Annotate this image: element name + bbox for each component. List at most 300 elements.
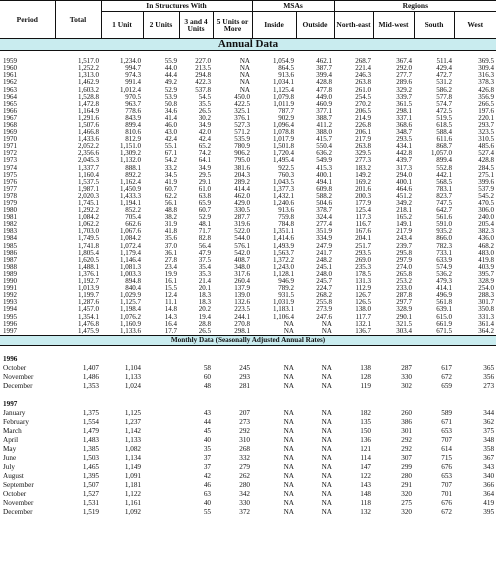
value-cell: NA bbox=[283, 498, 294, 507]
value-cell: 795.0 bbox=[234, 157, 250, 165]
value-cell: 2,356.6 bbox=[78, 150, 99, 158]
value-cell: 297.7 bbox=[396, 299, 412, 307]
value-cell: 1,462.9 bbox=[78, 79, 99, 87]
value-cell: 1,160.4 bbox=[78, 171, 99, 179]
value-cell: 290.1 bbox=[396, 313, 412, 321]
value-cell: 247.6 bbox=[316, 313, 332, 321]
value-cell: 41.4 bbox=[164, 114, 177, 122]
value-cell: 331.3 bbox=[478, 313, 495, 321]
value-cell: 122 bbox=[360, 471, 371, 480]
value-cell: 361.5 bbox=[396, 100, 412, 108]
value-cell: 1,029.9 bbox=[120, 292, 141, 300]
value-cell: 1,475.9 bbox=[78, 327, 99, 335]
five-plus-units-header: 5 Units or More bbox=[213, 12, 252, 39]
value-cell: 1,243.0 bbox=[273, 263, 294, 271]
value-cell: NA bbox=[321, 327, 332, 335]
value-cell: 378.7 bbox=[316, 207, 332, 215]
table-row bbox=[0, 264, 496, 271]
value-cell: 28.8 bbox=[198, 320, 211, 328]
value-cell: 715 bbox=[441, 453, 452, 462]
value-cell: 464.6 bbox=[396, 185, 412, 193]
period-cell: 1963 bbox=[3, 86, 17, 94]
value-cell: 1,234.0 bbox=[120, 58, 141, 66]
period-cell: 1994 bbox=[3, 306, 17, 314]
value-cell: 618.5 bbox=[436, 121, 452, 129]
value-cell: 1,011.9 bbox=[273, 100, 294, 108]
value-cell bbox=[143, 490, 179, 499]
table-row bbox=[0, 150, 496, 157]
value-cell: 60.7 bbox=[198, 207, 211, 215]
value-cell: 1,450.9 bbox=[120, 185, 141, 193]
period-cell: May bbox=[3, 444, 17, 453]
value-cell: 19.4 bbox=[198, 313, 211, 321]
period-cell: 1975 bbox=[3, 171, 17, 179]
value-cell: 131.3 bbox=[355, 278, 371, 286]
table-row bbox=[0, 186, 496, 193]
value-cell: 343 bbox=[483, 462, 495, 471]
value-cell: 248.0 bbox=[316, 270, 332, 278]
value-cell: 295.8 bbox=[396, 249, 412, 257]
value-cell: 633.9 bbox=[436, 256, 452, 264]
value-cell: 213.5 bbox=[195, 65, 211, 73]
value-cell: 400.1 bbox=[316, 171, 332, 179]
value-cell: 1,081.3 bbox=[120, 263, 141, 271]
value-cell: 16.1 bbox=[164, 278, 177, 286]
value-cell: 23.4 bbox=[164, 263, 177, 271]
table-row bbox=[0, 200, 496, 207]
value-cell: 931.5 bbox=[278, 292, 294, 300]
value-cell: 35 bbox=[203, 444, 211, 453]
value-cell: 783.1 bbox=[436, 185, 452, 193]
value-cell: 701 bbox=[441, 489, 452, 498]
value-cell: NA bbox=[321, 417, 332, 426]
value-cell: 549.9 bbox=[316, 157, 332, 165]
value-cell: 241.7 bbox=[316, 249, 332, 257]
table-header bbox=[0, 1, 496, 39]
value-cell: 382.3 bbox=[478, 228, 495, 236]
value-cell: 292 bbox=[239, 426, 250, 435]
value-cell: 994.7 bbox=[125, 65, 141, 73]
value-cell: 1,507 bbox=[82, 480, 99, 489]
value-cell: 415.7 bbox=[316, 136, 332, 144]
value-cell: 38.2 bbox=[164, 214, 177, 222]
value-cell: 143 bbox=[360, 480, 371, 489]
value-cell bbox=[143, 481, 179, 490]
value-cell: 339.7 bbox=[396, 93, 412, 101]
value-cell: 273.9 bbox=[316, 306, 332, 314]
value-cell: 226.8 bbox=[355, 121, 371, 129]
value-cell: 224.7 bbox=[316, 285, 332, 293]
value-cell: 395.7 bbox=[478, 270, 495, 278]
two-units-header: 2 Units bbox=[143, 12, 179, 39]
msas-group-header: MSAs bbox=[252, 1, 334, 12]
value-cell: 369.5 bbox=[478, 58, 495, 66]
west-header: West bbox=[454, 12, 496, 39]
value-cell: 289.2 bbox=[234, 178, 250, 186]
value-cell: 705.4 bbox=[125, 214, 141, 222]
value-cell: NA bbox=[321, 435, 332, 444]
value-cell: 671 bbox=[441, 417, 452, 426]
table-row bbox=[0, 221, 496, 228]
value-cell: 301.7 bbox=[478, 299, 495, 307]
value-cell: NA bbox=[321, 408, 332, 417]
table-row bbox=[0, 228, 496, 235]
value-cell: 42.0 bbox=[198, 129, 211, 137]
value-cell: 676 bbox=[441, 462, 452, 471]
period-cell: 1973 bbox=[3, 157, 17, 165]
value-cell: 310.5 bbox=[478, 136, 495, 144]
value-cell: 220.1 bbox=[478, 114, 495, 122]
value-cell: 302 bbox=[401, 381, 412, 390]
period-cell: 1964 bbox=[3, 93, 17, 101]
value-cell: 1,433.6 bbox=[78, 136, 99, 144]
value-cell: 344 bbox=[483, 408, 495, 417]
table-row bbox=[0, 65, 496, 72]
value-cell: 63.8 bbox=[198, 192, 211, 200]
value-cell: 50.8 bbox=[164, 100, 177, 108]
period-cell: 1996 bbox=[3, 320, 17, 328]
value-cell: NA bbox=[321, 444, 332, 453]
value-cell: 381.6 bbox=[234, 164, 250, 172]
value-cell: 403.9 bbox=[478, 263, 495, 271]
value-cell: 617 bbox=[441, 363, 452, 372]
value-cell: 20.2 bbox=[198, 306, 211, 314]
value-cell: 494.1 bbox=[316, 178, 332, 186]
value-cell: 273 bbox=[239, 417, 250, 426]
value-cell: 1,125.7 bbox=[120, 299, 141, 307]
value-cell: 1,031.9 bbox=[273, 299, 294, 307]
value-cell: 1,082 bbox=[124, 444, 141, 453]
table-row bbox=[0, 157, 496, 164]
value-cell bbox=[143, 436, 179, 445]
value-cell: 935.2 bbox=[436, 228, 452, 236]
value-cell: 254.0 bbox=[478, 285, 495, 293]
value-cell: 52.9 bbox=[198, 214, 211, 222]
value-cell: 320 bbox=[401, 507, 412, 516]
monthly-data-title: Monthly Data (Seasonally Adjusted Annual Rates) bbox=[0, 335, 496, 345]
value-cell: 16.4 bbox=[164, 320, 177, 328]
value-cell: 586.2 bbox=[436, 86, 452, 94]
value-cell: 429.0 bbox=[234, 199, 250, 208]
value-cell: 37.5 bbox=[198, 256, 211, 264]
value-cell: 1,385 bbox=[82, 444, 99, 453]
value-cell: 320 bbox=[401, 489, 412, 498]
annual-data-title: Annual Data bbox=[0, 39, 496, 51]
table-row bbox=[0, 165, 496, 172]
value-cell: 287.7 bbox=[234, 214, 250, 222]
value-cell: NA bbox=[283, 327, 294, 335]
year-label: 1996 bbox=[3, 354, 18, 363]
value-cell: 368.6 bbox=[396, 121, 412, 129]
value-cell: 922.5 bbox=[278, 164, 294, 172]
value-cell: 42 bbox=[203, 471, 211, 480]
value-cell: 260 bbox=[401, 408, 412, 417]
value-cell: 386 bbox=[401, 417, 412, 426]
value-cell: 340 bbox=[483, 471, 495, 480]
value-cell: 139.0 bbox=[234, 292, 250, 300]
period-cell: 1971 bbox=[3, 143, 17, 151]
value-cell: 460.9 bbox=[316, 100, 332, 108]
value-cell: 149.1 bbox=[396, 221, 412, 229]
value-cell: 422.3 bbox=[195, 79, 211, 87]
value-cell: NA bbox=[283, 480, 294, 489]
value-cell: 82.8 bbox=[198, 235, 211, 243]
value-cell: 356 bbox=[483, 372, 495, 381]
value-cell: NA bbox=[321, 480, 332, 489]
one-unit-header: 1 Unit bbox=[101, 12, 143, 39]
value-cell: 34.5 bbox=[164, 171, 177, 179]
value-cell: 52.9 bbox=[164, 86, 177, 94]
value-cell: 48 bbox=[203, 381, 211, 390]
value-cell: 747.5 bbox=[436, 199, 452, 208]
table-row bbox=[0, 143, 496, 150]
value-cell: 1,741.8 bbox=[78, 242, 99, 250]
value-cell: 269.0 bbox=[355, 256, 371, 264]
value-cell: 1,563.7 bbox=[273, 249, 294, 257]
value-cell: 328.9 bbox=[396, 306, 412, 314]
value-cell: 253.2 bbox=[396, 278, 412, 286]
value-cell: 864.5 bbox=[278, 65, 294, 73]
value-cell: 1,076.2 bbox=[120, 313, 141, 321]
value-cell: 519.5 bbox=[436, 114, 452, 122]
value-cell: 527.3 bbox=[234, 121, 250, 129]
value-cell: 245.7 bbox=[316, 278, 332, 286]
value-cell: 330.5 bbox=[234, 207, 250, 215]
value-cell: 537.9 bbox=[478, 185, 495, 193]
value-cell: 348.0 bbox=[234, 263, 250, 271]
value-cell: 375 bbox=[483, 426, 495, 435]
value-cell: 136.7 bbox=[355, 327, 371, 335]
value-cell: 148 bbox=[360, 489, 371, 498]
value-cell: 149.2 bbox=[355, 171, 371, 179]
value-cell: 270.2 bbox=[355, 100, 371, 108]
table-row bbox=[0, 214, 496, 221]
value-cell: 411.2 bbox=[316, 121, 332, 129]
period-cell: November bbox=[3, 372, 34, 381]
value-cell: 56.4 bbox=[198, 242, 211, 250]
value-cell: NA bbox=[283, 408, 294, 417]
value-cell: 653 bbox=[441, 471, 452, 480]
value-cell: 810.6 bbox=[125, 129, 141, 137]
period-cell: April bbox=[3, 435, 19, 444]
value-cell: 536.2 bbox=[436, 270, 452, 278]
value-cell: 470.5 bbox=[478, 199, 495, 208]
value-cell: 328.9 bbox=[478, 278, 495, 286]
value-cell: 367.4 bbox=[396, 58, 412, 66]
value-cell: 273 bbox=[483, 381, 495, 390]
value-cell: 1,194.1 bbox=[120, 199, 141, 208]
value-cell: 277.4 bbox=[316, 221, 332, 229]
value-cell: 812.9 bbox=[125, 136, 141, 144]
value-cell: 34.9 bbox=[198, 164, 211, 172]
value-cell: 1,181 bbox=[124, 480, 141, 489]
value-cell: 653 bbox=[441, 426, 452, 435]
value-cell: 12.4 bbox=[164, 292, 177, 300]
value-cell: 451.2 bbox=[396, 192, 412, 200]
value-cell: 449.0 bbox=[316, 93, 332, 101]
table-row bbox=[0, 278, 496, 285]
table-row bbox=[0, 499, 496, 508]
value-cell: 67.1 bbox=[164, 150, 177, 158]
value-cell: 504.6 bbox=[316, 199, 332, 208]
value-cell: NA bbox=[321, 381, 332, 390]
value-cell: 1,161 bbox=[124, 498, 141, 507]
value-cell: 1,337.7 bbox=[78, 164, 99, 172]
table-row bbox=[0, 115, 496, 122]
value-cell: 112.9 bbox=[355, 285, 371, 293]
period-cell: 1977 bbox=[3, 185, 17, 193]
value-cell: 899.4 bbox=[125, 121, 141, 129]
period-cell: October bbox=[3, 363, 27, 372]
value-cell: 260.4 bbox=[234, 278, 250, 286]
table-row bbox=[0, 409, 496, 418]
value-cell: 292 bbox=[401, 435, 412, 444]
value-cell: 350.8 bbox=[478, 306, 495, 314]
value-cell: 42.4 bbox=[198, 136, 211, 144]
value-cell: 30.2 bbox=[198, 114, 211, 122]
value-cell: 41.8 bbox=[164, 228, 177, 236]
value-cell: 58 bbox=[203, 363, 211, 372]
value-cell: 17.7 bbox=[164, 327, 177, 335]
value-cell: 284.5 bbox=[478, 164, 495, 172]
value-cell: 852.2 bbox=[125, 207, 141, 215]
table-row bbox=[0, 207, 496, 214]
value-cell: 477.8 bbox=[316, 86, 332, 94]
value-cell: 946.9 bbox=[278, 278, 294, 286]
value-cell: 287 bbox=[401, 363, 412, 372]
value-cell: 293.5 bbox=[396, 136, 412, 144]
value-cell: 561.8 bbox=[436, 299, 452, 307]
value-cell: 147 bbox=[360, 462, 371, 471]
value-cell: 227.0 bbox=[195, 58, 211, 66]
value-cell: 1,375 bbox=[82, 408, 99, 417]
period-cell: 1995 bbox=[3, 313, 17, 321]
value-cell: 165.2 bbox=[396, 214, 412, 222]
value-cell: 672 bbox=[441, 372, 452, 381]
value-cell: 1,062.2 bbox=[78, 221, 99, 229]
value-cell: 263.8 bbox=[355, 79, 371, 87]
period-cell: 1982 bbox=[3, 221, 17, 229]
value-cell: 55 bbox=[203, 507, 211, 516]
value-cell: 125.4 bbox=[355, 207, 371, 215]
value-cell: 1,486 bbox=[82, 372, 99, 381]
value-cell: 292 bbox=[401, 444, 412, 453]
table-row bbox=[0, 427, 496, 436]
value-cell: 1,198.4 bbox=[120, 306, 141, 314]
value-cell: 1,603.2 bbox=[78, 86, 99, 94]
value-cell: 1,122 bbox=[124, 489, 141, 498]
value-cell: 419.8 bbox=[478, 256, 495, 264]
value-cell: 1,620.5 bbox=[78, 256, 99, 264]
value-cell: 317.6 bbox=[234, 270, 250, 278]
value-cell: NA bbox=[321, 363, 332, 372]
value-cell: 1,078.8 bbox=[273, 129, 294, 137]
value-cell: 1,805.4 bbox=[78, 249, 99, 257]
value-cell: 200.3 bbox=[355, 192, 371, 200]
value-cell: NA bbox=[283, 471, 294, 480]
value-cell: 611.6 bbox=[436, 136, 452, 144]
value-cell: 293 bbox=[239, 372, 250, 381]
table-row bbox=[0, 328, 496, 336]
table-row bbox=[0, 94, 496, 101]
table-row bbox=[0, 472, 496, 481]
value-cell: 662.6 bbox=[125, 221, 141, 229]
value-cell: 261.0 bbox=[355, 86, 371, 94]
value-cell: 132 bbox=[360, 507, 371, 516]
value-cell: 614 bbox=[441, 444, 452, 453]
value-cell: 568.5 bbox=[436, 178, 452, 186]
table-row bbox=[0, 418, 496, 427]
value-cell: 74.2 bbox=[198, 150, 211, 158]
value-cell: 11.1 bbox=[165, 299, 177, 307]
value-cell: 1,132.0 bbox=[120, 157, 141, 165]
value-cell: 204.1 bbox=[355, 235, 371, 243]
value-cell: 1,084.2 bbox=[78, 214, 99, 222]
value-cell bbox=[143, 409, 179, 418]
value-cell: 205.4 bbox=[478, 221, 495, 229]
period-cell: 1968 bbox=[3, 121, 17, 129]
value-cell: 672 bbox=[441, 507, 452, 516]
three-four-units-header: 3 and 4 Units bbox=[179, 12, 213, 39]
value-cell bbox=[143, 472, 179, 481]
value-cell bbox=[143, 454, 179, 463]
value-cell: 1,531 bbox=[82, 498, 99, 507]
value-cell: 615.0 bbox=[436, 313, 452, 321]
value-cell: 419 bbox=[483, 498, 495, 507]
table-row bbox=[0, 306, 496, 313]
value-cell: NA bbox=[283, 363, 294, 372]
period-cell: September bbox=[3, 480, 34, 489]
value-cell: 1,151.0 bbox=[120, 143, 141, 151]
value-cell: 1,146.4 bbox=[120, 256, 141, 264]
value-cell: 367 bbox=[483, 453, 495, 462]
period-cell: 1976 bbox=[3, 178, 17, 186]
value-cell: 35.4 bbox=[198, 263, 211, 271]
table-row bbox=[0, 79, 496, 86]
value-cell: 378.3 bbox=[478, 79, 495, 87]
value-cell: 330 bbox=[401, 372, 412, 381]
table-row bbox=[0, 454, 496, 463]
value-cell: 292.0 bbox=[396, 65, 412, 73]
value-cell: 823.7 bbox=[436, 192, 452, 200]
value-cell: 1,160.9 bbox=[120, 320, 141, 328]
value-cell: 436.0 bbox=[478, 235, 495, 243]
value-cell: 1,012.4 bbox=[120, 86, 141, 94]
value-cell: 364.2 bbox=[478, 327, 495, 335]
value-cell: 35.3 bbox=[198, 270, 211, 278]
value-cell: 46.0 bbox=[164, 121, 177, 129]
value-cell: 182 bbox=[360, 408, 371, 417]
value-cell: 361.4 bbox=[478, 320, 495, 328]
period-cell: November bbox=[3, 498, 34, 507]
value-cell: 1,252.2 bbox=[78, 65, 99, 73]
table-row bbox=[0, 101, 496, 108]
value-cell: 268.7 bbox=[355, 58, 371, 66]
value-cell: 1,292.2 bbox=[78, 207, 99, 215]
value-cell: 55.9 bbox=[164, 58, 177, 66]
value-cell: 321.5 bbox=[396, 320, 412, 328]
table-row bbox=[0, 271, 496, 278]
value-cell: 348.7 bbox=[396, 129, 412, 137]
value-cell: 544.0 bbox=[234, 235, 250, 243]
period-cell: 1981 bbox=[3, 214, 17, 222]
value-cell: 1,517.0 bbox=[78, 58, 99, 66]
value-cell: 201.6 bbox=[355, 185, 371, 193]
value-cell bbox=[143, 373, 179, 382]
value-cell bbox=[143, 508, 179, 517]
value-cell: 19.9 bbox=[164, 270, 177, 278]
value-cell: 531.2 bbox=[436, 79, 452, 87]
